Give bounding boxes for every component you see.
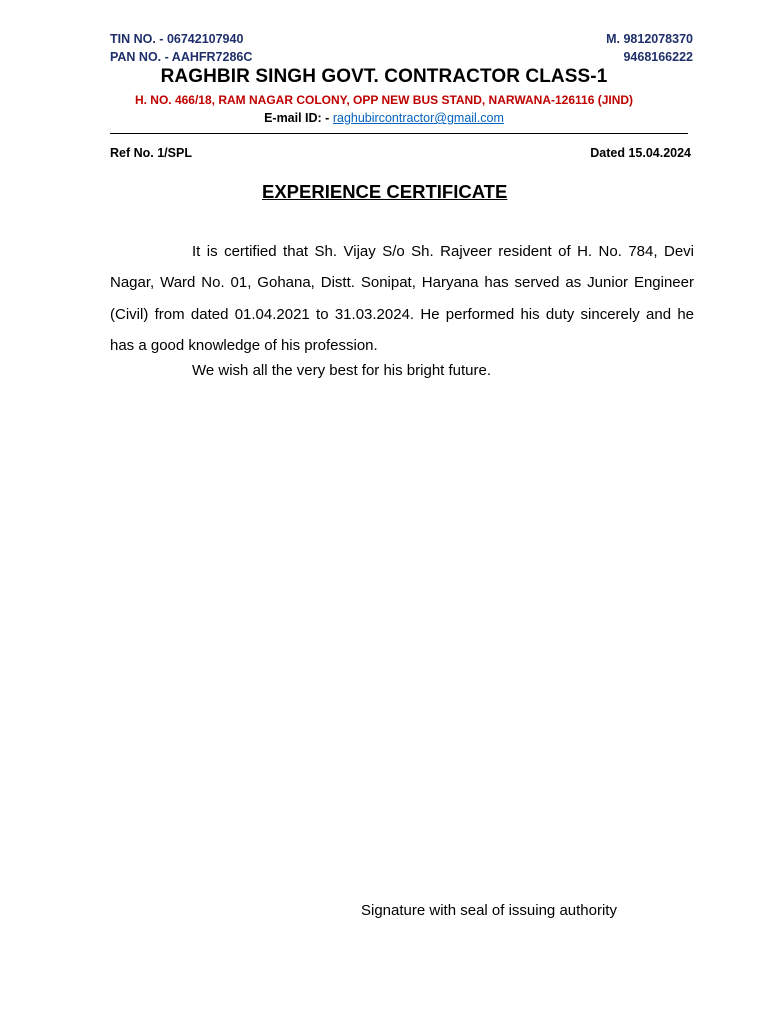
company-address: H. NO. 466/18, RAM NAGAR COLONY, OPP NEW BUS STAND, NARWANA-126116 (JIND) xyxy=(134,93,634,107)
email-label: E-mail ID: - xyxy=(264,111,333,125)
issue-date: Dated 15.04.2024 xyxy=(590,146,691,160)
email-row xyxy=(0,111,768,125)
contact-numbers-block xyxy=(606,30,693,66)
tax-ids-block xyxy=(110,30,252,66)
signature-caption: Signature with seal of issuing authority xyxy=(361,902,617,919)
tin-number: TIN NO. - 06742107940 xyxy=(110,32,244,46)
pan-number: PAN NO. - AAHFR7286C xyxy=(110,50,253,64)
company-name: RAGHBIR SINGH GOVT. CONTRACTOR CLASS-1 xyxy=(160,66,608,87)
header-divider xyxy=(110,133,688,134)
certificate-title: EXPERIENCE CERTIFICATE xyxy=(262,181,508,202)
reference-number: Ref No. 1/SPL xyxy=(110,146,192,160)
email-link[interactable]: raghubircontractor@gmail.com xyxy=(332,111,504,125)
mobile-number-2: 9468166222 xyxy=(623,50,693,64)
mobile-number-1: M. 9812078370 xyxy=(606,32,693,46)
certificate-body-paragraph: It is certified that Sh. Vijay S/o Sh. Rajveer resident of H. No. 784, Devi Nagar, Ward No. 01, Gohana, Distt. Sonipat, Haryana has served as Junior Engineer (Civil) from dated 01.04.2021 to 31.03.2024. He performed his duty sincerely and he has a good knowledge of his profession. xyxy=(110,243,694,354)
best-wishes-paragraph: We wish all the very best for his bright future. xyxy=(192,362,492,379)
